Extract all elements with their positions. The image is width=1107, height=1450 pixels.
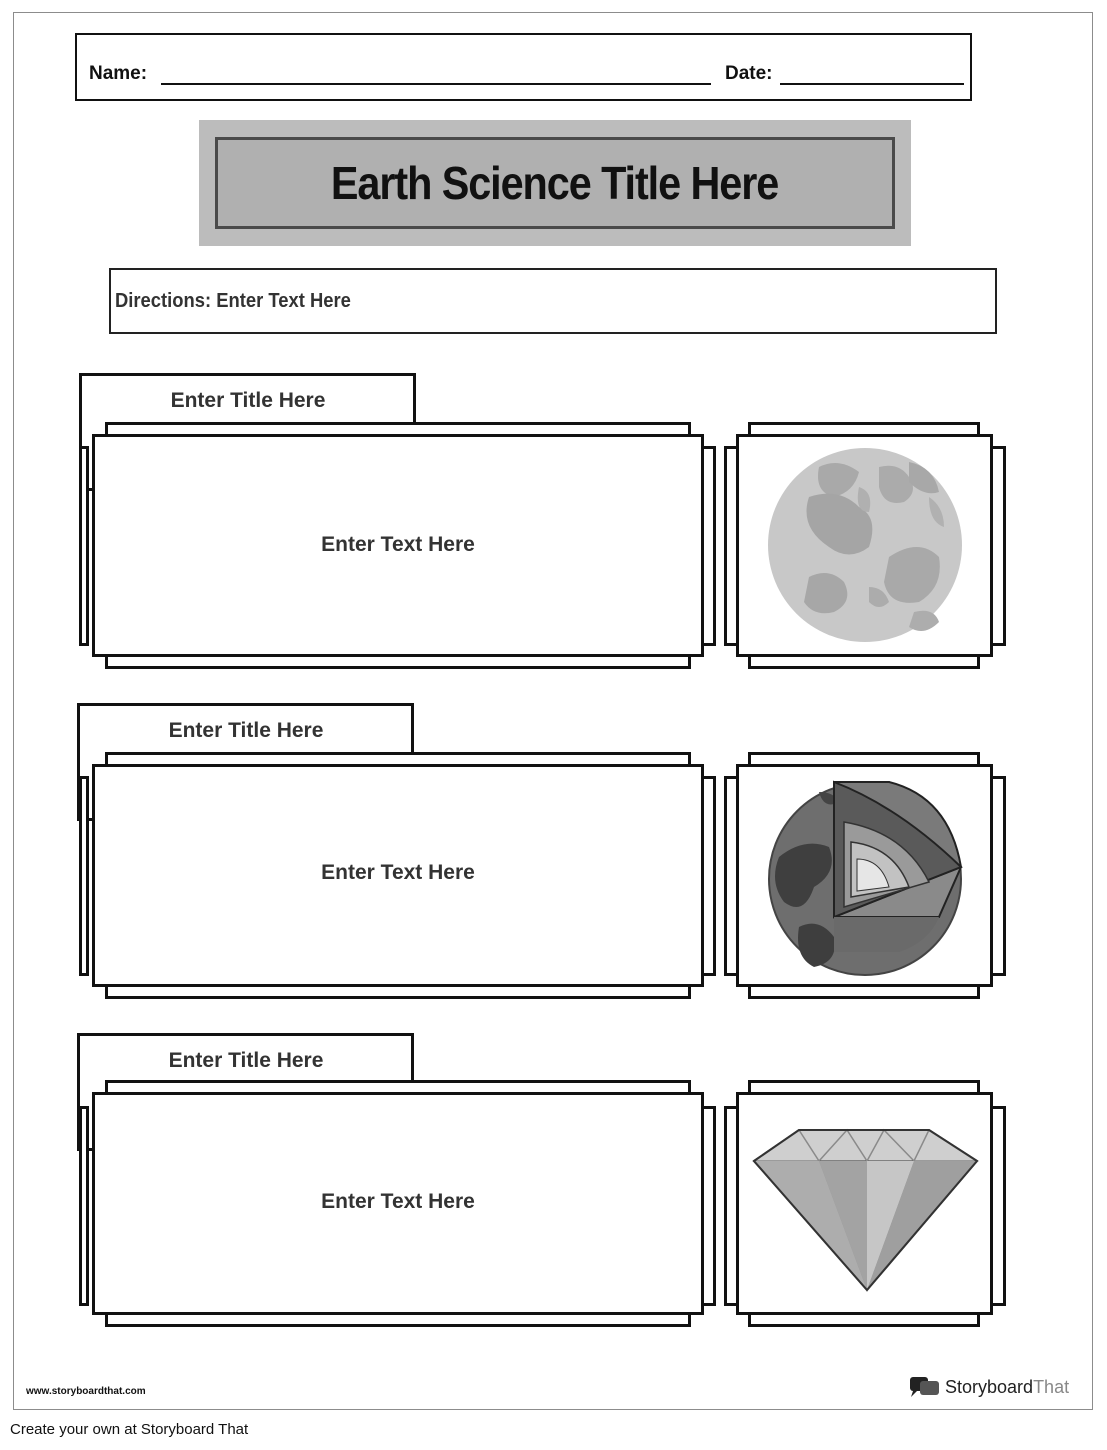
speech-bubble-icon (909, 1375, 941, 1399)
frame-edge (79, 446, 89, 646)
footer-url[interactable]: www.storyboardthat.com (26, 1386, 146, 1397)
section-text: Enter Text Here (321, 1190, 475, 1213)
name-date-box (75, 33, 972, 101)
title-banner (199, 120, 911, 246)
name-label: Name: (89, 63, 148, 84)
date-field[interactable] (780, 83, 964, 85)
section-1 (0, 373, 1107, 673)
section-text: Enter Text Here (321, 533, 475, 556)
page-title: Earth Science Title Here (331, 157, 779, 209)
section-title: Enter Title Here (168, 1049, 324, 1072)
section-2 (0, 703, 1107, 1003)
earth-layers-icon (739, 767, 990, 984)
image-box[interactable] (736, 1092, 993, 1315)
directions-text: Directions: Enter Text Here (115, 289, 351, 312)
date-label: Date: (725, 63, 773, 84)
section-3 (0, 1033, 1107, 1333)
directions-box[interactable] (109, 268, 997, 334)
brand-storyboard: Storyboard (945, 1376, 1034, 1397)
frame-edge (79, 776, 89, 976)
diamond-icon (739, 1095, 990, 1312)
section-text: Enter Text Here (321, 861, 475, 884)
section-title: Enter Title Here (170, 389, 326, 412)
image-box[interactable] (736, 434, 993, 657)
create-your-own-link[interactable]: Create your own at Storyboard That (10, 1421, 249, 1438)
frame-edge (79, 1106, 89, 1306)
image-box[interactable] (736, 764, 993, 987)
section-title: Enter Title Here (168, 719, 324, 742)
moon-icon (739, 437, 990, 654)
title-box[interactable] (215, 137, 895, 229)
brand-that: That (1033, 1376, 1070, 1397)
name-field[interactable] (161, 83, 711, 85)
storyboardthat-logo[interactable] (909, 1375, 1069, 1399)
